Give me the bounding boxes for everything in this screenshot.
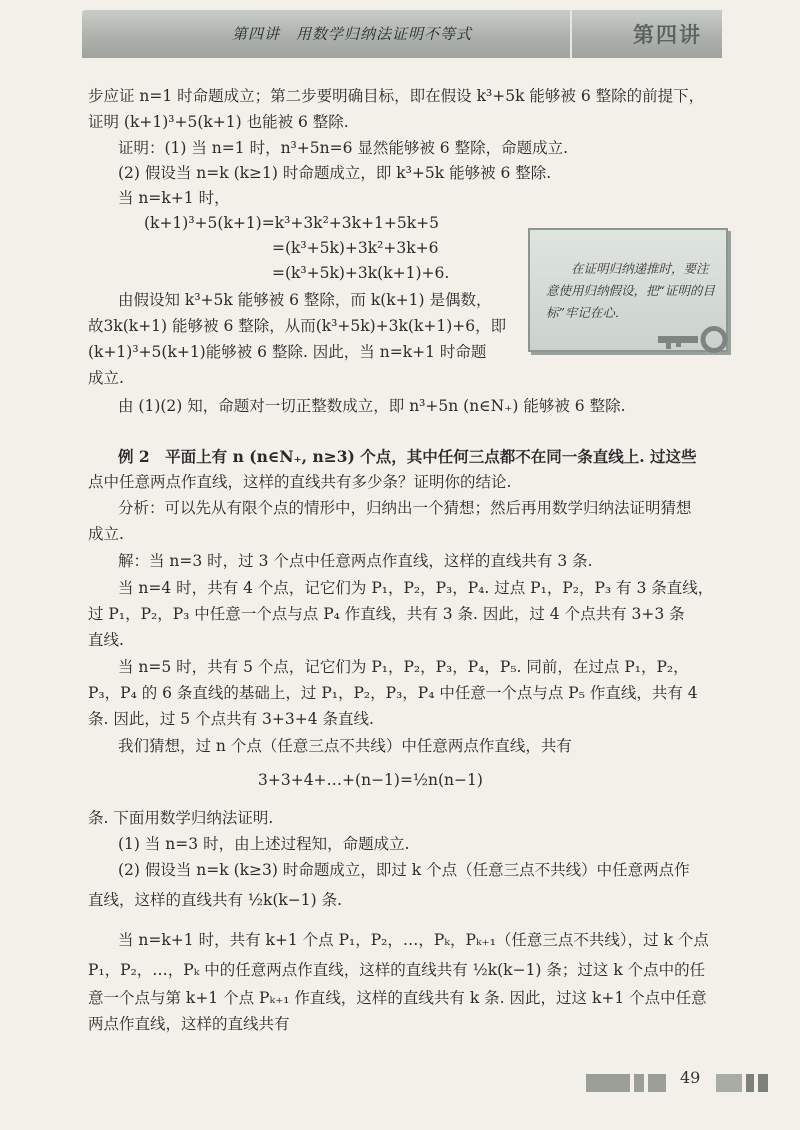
key-icon <box>658 326 734 354</box>
text-line: P₃，P₄ 的 6 条直线的基础上，过 P₁，P₂，P₃，P₄ 中任意一个点与点 P₅ 作直线，共有 4 <box>88 684 698 702</box>
text-line: 证明：(1) 当 n=1 时，n³+5n=6 显然能够被 6 整除，命题成立. <box>118 139 569 157</box>
text-line: 意一个点与第 k+1 个点 Pₖ₊₁ 作直线，这样的直线共有 k 条. 因此，过这 k+1 个点中任意 <box>88 989 707 1007</box>
text-line: 由假设知 k³+5k 能够被 6 整除，而 k(k+1) 是偶数， <box>118 291 492 309</box>
text-line: 直线. <box>88 631 124 649</box>
text-line: 直线，这样的直线共有 ½k(k−1) 条. <box>88 891 343 909</box>
text-line: 条. 因此，过 5 个点共有 3+3+4 条直线. <box>88 710 374 728</box>
formula-line: 3+3+4+…+(n−1)=½n(n−1) <box>258 771 483 789</box>
text-line: 成立. <box>88 525 124 543</box>
header-divider <box>570 10 572 58</box>
text-line: 当 n=4 时，共有 4 个点，记它们为 P₁，P₂，P₃，P₄. 过点 P₁，P₂，P₃ 有 3 条直线， <box>118 579 714 597</box>
equation-line: (k+1)³+5(k+1)=k³+3k²+3k+1+5k+5 <box>144 214 439 232</box>
text-line: 步应证 n=1 时命题成立；第二步要明确目标，即在假设 k³+5k 能够被 6 整除的前提下， <box>88 87 705 105</box>
text-line: 过 P₁，P₂，P₃ 中任意一个点与点 P₄ 作直线，共有 3 条. 因此，过 4 个点共有 3+3 条 <box>88 605 685 623</box>
tip-note-text: 在证明归纳递推时，要注意使用归纳假设，把“证明的目标”牢记在心． <box>546 261 715 320</box>
text-line: 故3k(k+1) 能够被 6 整除，从而(k³+5k)+3k(k+1)+6，即 <box>88 317 507 335</box>
text-line: 当 n=k+1 时， <box>118 189 230 207</box>
text-line: 解：当 n=3 时，过 3 个点中任意两点作直线，这样的直线共有 3 条. <box>118 552 593 570</box>
text-line: P₁，P₂，…，Pₖ 中的任意两点作直线，这样的直线共有 ½k(k−1) 条；过这 k 个点中的任 <box>88 961 706 979</box>
text-line: 分析：可以先从有限个点的情形中，归纳出一个猜想；然后再用数学归纳法证明猜想 <box>118 499 692 517</box>
text-line: 当 n=k+1 时，共有 k+1 个点 P₁，P₂，…，Pₖ，Pₖ₊₁（任意三点不共线），过 k 个点 <box>118 931 709 949</box>
equation-line: =(k³+5k)+3k(k+1)+6. <box>272 264 450 282</box>
text-line: (1) 当 n=3 时，由上述过程知，命题成立. <box>118 835 410 853</box>
text-line: 两点作直线，这样的直线共有 <box>88 1015 290 1033</box>
equation-line: =(k³+5k)+3k²+3k+6 <box>272 239 439 257</box>
header-lecture-label: 第四讲 <box>633 22 702 47</box>
text-line: 当 n=5 时，共有 5 个点，记它们为 P₁，P₂，P₃，P₄，P₅. 同前，在过点 P₁，P₂， <box>118 658 689 676</box>
example-title: 例 2 平面上有 n (n∈N₊, n≥3) 个点，其中任何三点都不在同一条直线上. 过这些 <box>118 447 697 466</box>
text-line: 证明 (k+1)³+5(k+1) 也能被 6 整除. <box>88 113 349 131</box>
text-line: (2) 假设当 n=k (k≥1) 时命题成立，即 k³+5k 能够被 6 整除. <box>118 164 552 182</box>
text-line: 由 (1)(2) 知，命题对一切正整数成立，即 n³+5n (n∈N₊) 能够被 6 整除. <box>118 397 626 415</box>
text-line: 我们猜想，过 n 个点（任意三点不共线）中任意两点作直线，共有 <box>118 737 572 755</box>
text-line: (k+1)³+5(k+1)能够被 6 整除. 因此，当 n=k+1 时命题 <box>88 343 487 361</box>
text-line: 条. 下面用数学归纳法证明. <box>88 809 274 827</box>
page-header <box>82 10 722 58</box>
text-line: 点中任意两点作直线，这样的直线共有多少条？证明你的结论. <box>88 473 512 491</box>
header-title: 第四讲 用数学归纳法证明不等式 <box>232 25 473 43</box>
text-line: 成立. <box>88 369 124 387</box>
text-line: (2) 假设当 n=k (k≥3) 时命题成立，即过 k 个点（任意三点不共线）中任意两点作 <box>118 861 690 879</box>
page-number: 49 <box>680 1068 701 1087</box>
